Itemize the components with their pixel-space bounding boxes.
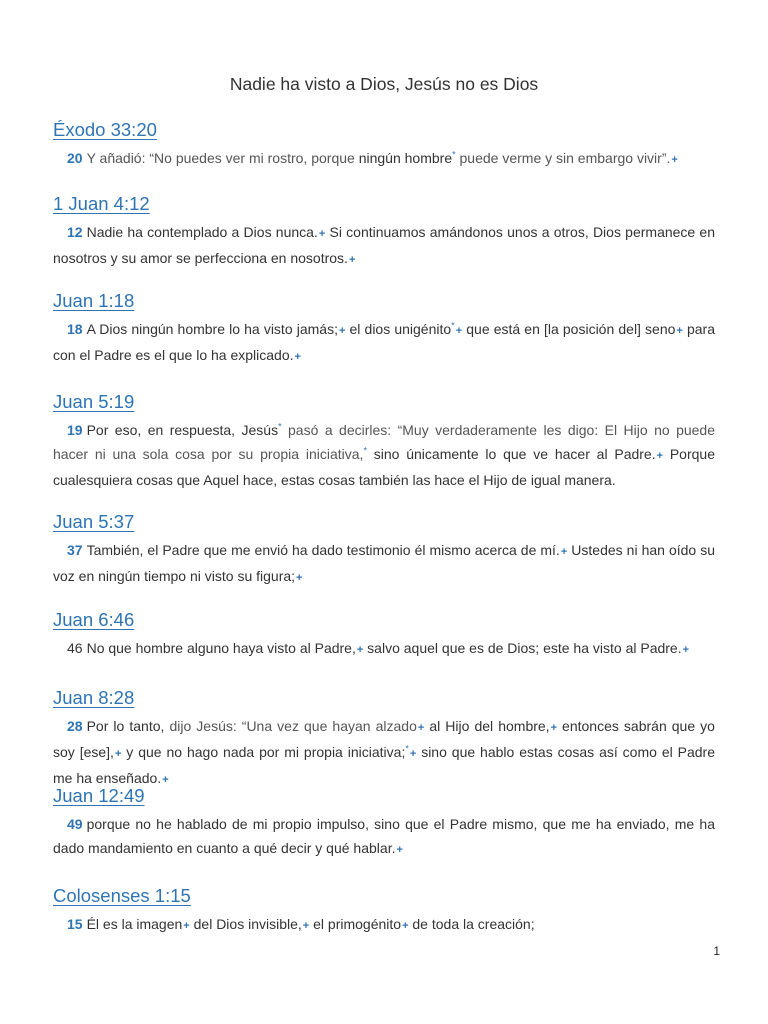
verse-fragment: sino que hablo estas cosas así como el Padre me ha enseñado. (53, 744, 715, 786)
verse-text (53, 317, 715, 369)
verse-number: 20 (67, 150, 83, 166)
verse-section-juan-5-37 (53, 510, 715, 590)
verse-reference-link[interactable]: Juan 12:49 (53, 785, 145, 806)
cross-reference-plus-icon[interactable]: + (294, 351, 301, 363)
cross-reference-plus-icon[interactable]: + (417, 722, 425, 734)
cross-reference-plus-icon[interactable]: + (396, 844, 403, 856)
verse-number: 28 (67, 718, 83, 734)
cross-reference-plus-icon[interactable]: + (676, 325, 683, 337)
verse-fragment: para con el Padre es el que lo ha explicado. (53, 321, 715, 363)
verse-reference-link[interactable]: Colosenses 1:15 (53, 885, 191, 906)
page-title: Nadie ha visto a Dios, Jesús no es Dios (229, 74, 539, 94)
verse-fragment: puede verme y sin embargo vivir”. (455, 150, 671, 166)
verse-text (53, 538, 715, 590)
verse-fragment: ningún hombre (358, 150, 453, 166)
cross-reference-plus-icon[interactable]: + (671, 154, 678, 166)
verse-reference-link[interactable]: 1 Juan 4:12 (53, 193, 150, 214)
verse-text (53, 146, 715, 172)
verse-number: 19 (67, 422, 83, 438)
verse-fragment: salvo aquel que es de Dios; este ha visto al Padre. (363, 640, 682, 656)
cross-reference-plus-icon[interactable]: + (183, 920, 190, 932)
verse-text (53, 220, 715, 272)
verse-number: 49 (67, 816, 83, 832)
verse-section-juan-6-46 (53, 608, 715, 662)
verse-section-colosenses-1-15 (53, 884, 715, 938)
verse-fragment: pasó a decirles: “Muy verdaderamente les digo: El Hijo no puede hacer ni una sola cosa por su propia iniciativa, (53, 422, 715, 462)
verse-text (53, 812, 715, 862)
verse-section-juan-5-19 (53, 390, 715, 492)
verse-text (53, 912, 715, 938)
cross-reference-plus-icon[interactable]: + (348, 254, 356, 266)
verse-section-1-juan-4-12 (53, 192, 715, 272)
verse-number: 15 (67, 916, 83, 932)
verse-section-exodo-33-20 (53, 118, 715, 172)
page-number: 1 (713, 944, 720, 958)
verse-fragment: Porque cualesquiera cosas que Aquel hace, estas cosas también las hace el Hijo de igual manera. (53, 446, 715, 488)
cross-reference-plus-icon[interactable]: + (409, 748, 417, 760)
verse-fragment: Él es la imagen (86, 916, 183, 932)
verse-reference-link[interactable]: Juan 5:37 (53, 511, 135, 532)
verse-reference-link[interactable]: Juan 8:28 (53, 687, 135, 708)
verse-fragment: que está en [la posición del] seno (462, 321, 676, 337)
cross-reference-plus-icon[interactable]: + (318, 228, 326, 240)
verse-section-juan-8-28 (53, 686, 715, 792)
cross-reference-plus-icon[interactable]: + (656, 450, 664, 462)
cross-reference-plus-icon[interactable]: + (455, 325, 463, 337)
verse-number: 18 (67, 321, 83, 337)
verse-fragment: Por lo tanto, (86, 718, 170, 734)
verse-fragment: También, el Padre que me envió ha dado testimonio él mismo acerca de mí. (86, 542, 560, 558)
verse-fragment: y que no hago nada por mi propia iniciativa; (121, 744, 406, 760)
verse-text (53, 636, 715, 662)
verse-fragment: de toda la creación; (408, 916, 535, 932)
footnote-star-icon[interactable]: * (363, 445, 367, 456)
footnote-star-icon[interactable]: * (452, 149, 456, 160)
verse-fragment: al Hijo del hombre, (424, 718, 550, 734)
verse-text (53, 714, 715, 792)
verse-reference-link[interactable]: Juan 5:19 (53, 391, 135, 412)
verse-fragment: el dios unigénito (345, 321, 452, 337)
verse-number: 46 (67, 640, 83, 656)
verse-fragment: sino únicamente lo que ve hacer al Padre. (366, 446, 656, 462)
cross-reference-plus-icon[interactable]: + (550, 722, 557, 734)
cross-reference-plus-icon[interactable]: + (560, 546, 568, 558)
verse-number: 12 (67, 224, 83, 240)
cross-reference-plus-icon[interactable]: + (114, 748, 122, 760)
verse-reference-link[interactable]: Éxodo 33:20 (53, 119, 157, 140)
verse-fragment: A Dios ningún hombre lo ha visto jamás; (86, 321, 338, 337)
verse-text (53, 418, 715, 492)
verse-fragment: Si continuamos amándonos unos a otros, Dios permanece en nosotros y su amor se perfecciona en nosotros. (53, 224, 716, 266)
cross-reference-plus-icon[interactable]: + (682, 644, 690, 656)
cross-reference-plus-icon[interactable]: + (302, 920, 310, 932)
footnote-star-icon[interactable]: * (278, 421, 282, 432)
verse-fragment: Nadie ha contemplado a Dios nunca. (86, 224, 318, 240)
cross-reference-plus-icon[interactable]: + (338, 325, 346, 337)
cross-reference-plus-icon[interactable]: + (296, 572, 303, 584)
footnote-star-icon[interactable]: * (451, 320, 455, 331)
verse-fragment: el primogénito (309, 916, 402, 932)
verse-fragment: del Dios invisible, (189, 916, 302, 932)
verse-fragment: No que hombre alguno haya visto al Padre, (86, 640, 356, 656)
footnote-star-icon[interactable]: * (405, 743, 409, 754)
cross-reference-plus-icon[interactable]: + (162, 774, 169, 786)
verse-fragment: dijo Jesús: “Una vez que hayan alzado (169, 718, 417, 734)
verse-section-juan-1-18 (53, 289, 715, 369)
verse-fragment: entonces sabrán que yo soy [ese], (53, 718, 715, 760)
cross-reference-plus-icon[interactable]: + (402, 920, 409, 932)
verse-fragment: Y añadió: “No puedes ver mi rostro, porque (86, 150, 359, 166)
verse-section-juan-12-49 (53, 784, 715, 862)
verse-reference-link[interactable]: Juan 6:46 (53, 609, 135, 630)
cross-reference-plus-icon[interactable]: + (356, 644, 364, 656)
verse-fragment: Ustedes ni han oído su voz en ningún tiempo ni visto su figura; (53, 542, 715, 584)
verse-number: 37 (67, 542, 83, 558)
verse-reference-link[interactable]: Juan 1:18 (53, 290, 135, 311)
verse-fragment: Por eso, en respuesta, Jesús (86, 422, 279, 438)
verse-fragment: porque no he hablado de mi propio impulso, sino que el Padre mismo, que me ha enviado, me ha dado mandamiento en cuanto a qué decir y qué hablar. (53, 816, 715, 856)
